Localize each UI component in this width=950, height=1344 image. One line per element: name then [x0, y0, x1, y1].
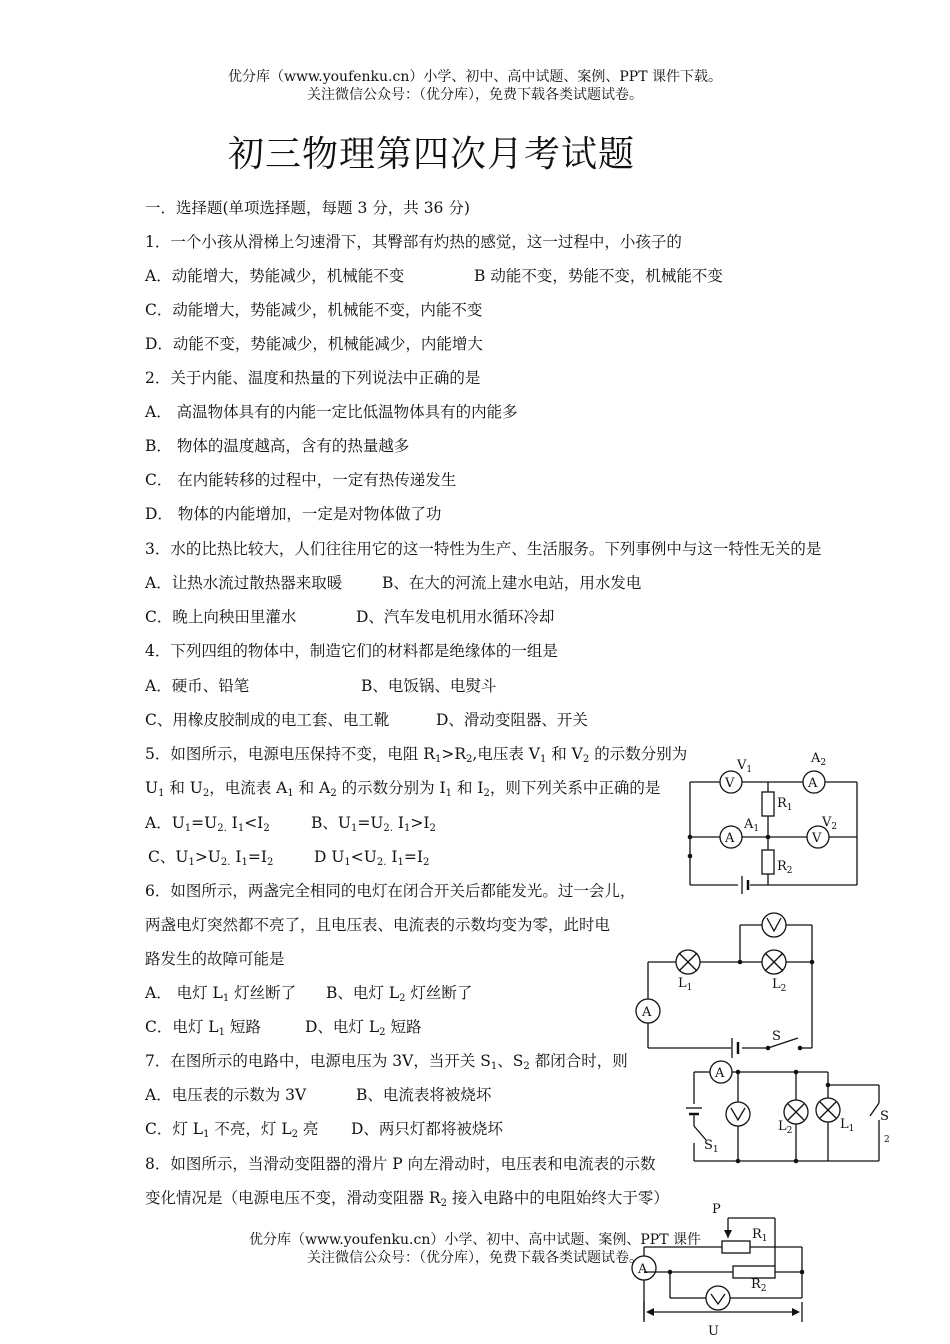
q5-label-v1: $V_1$ [737, 758, 753, 775]
q6-switch-contact [798, 1046, 803, 1051]
q7-option-d: D、两只灯都将被烧坏 [351, 1120, 503, 1138]
q6-option-c: C．电灯 $L_1$ 短路 [145, 1018, 261, 1038]
q8-label-p: P [712, 1202, 721, 1217]
q5-label-v2: $V_2$ [822, 815, 838, 832]
q3-option-b: B、在大的河流上建水电站，用水发电 [382, 574, 642, 592]
q7-row-ab [145, 1085, 492, 1105]
q6-switch-contact [766, 1046, 771, 1051]
q8-arrow-right [792, 1308, 800, 1316]
q3-row-ab [145, 573, 642, 593]
q1-option-b: B 动能不变，势能不变，机械能不变 [474, 267, 723, 285]
q5-option-d: D $U_1<U_{2.}$ $I_1=I_2$ [314, 848, 430, 868]
q6-stem-3: 路发生的故障可能是 [145, 950, 285, 968]
q5-stem-1: 5．如图所示，电源电压保持不变，电阻 $R_1>R_2$,电压表 $V_1$ 和 $V_2$ 的示数分别为 [145, 745, 688, 765]
q7-stem: 7．在图所示的电路中，电源电压为 3V，当开关 $S_1$、$S_2$ 都闭合时，则 [145, 1052, 628, 1072]
q3-stem: 3．水的比热比较大，人们往往用它的这一特性为生产、生活服务。下列事例中与这一特性无关的是 [145, 540, 822, 558]
q3-option-a: A．让热水流过散热器来取暖 [145, 574, 343, 592]
q1-row-ab [145, 266, 723, 286]
page-title: 初三物理第四次月考试题 [228, 134, 636, 175]
q6-circuit-diagram [628, 908, 823, 1058]
q3-option-c: C．晚上向秧田里灌水 [145, 608, 297, 626]
q1-option-d: D．动能不变，势能减少，机械能减少，内能增大 [145, 335, 483, 353]
q3-row-cd [145, 607, 555, 627]
q5-ammeter-symbol: A [808, 776, 818, 791]
q5-row-ab [145, 813, 436, 834]
q1-stem: 1．一个小孩从滑梯上匀速滑下，其臀部有灼热的感觉，这一过程中，小孩子的 [145, 233, 682, 251]
section-heading: 一．选择题(单项选择题，每题 3 分，共 36 分) [145, 199, 470, 217]
q8-junction-dot [668, 1270, 673, 1275]
q5-junction-dot [688, 835, 693, 840]
q2-option-a: A． 高温物体具有的内能一定比低温物体具有的内能多 [145, 403, 518, 421]
q8-ammeter-symbol: A [638, 1262, 648, 1277]
q8-stem-2: 变化情况是（电源电压不变，滑动变阻器 $R_2$ 接入电路中的电阻始终大于零） [145, 1189, 669, 1209]
q5-ammeter-symbol: A [725, 831, 735, 846]
q6-label-l1: $L_1$ [678, 976, 693, 993]
q4-option-c: C、用橡皮胶制成的电工套、电工靴 [145, 711, 390, 729]
footer-line-2: 关注微信公众号：（优分库），免费下载各类试题试卷。 [307, 1250, 643, 1266]
q4-option-d: D、滑动变阻器、开关 [436, 711, 588, 729]
q5-option-c: C、$U_1>U_{2.}$ $I_1=I_2$ [148, 848, 274, 868]
header-line-1: 优分库（www.youfenku.cn）小学、初中、高中试题、案例、PPT 课件下载。 [227, 69, 722, 85]
q6-junction-dot [810, 960, 815, 965]
q2-option-d: D． 物体的内能增加，一定是对物体做了功 [145, 505, 442, 523]
q6-stem-1: 6．如图所示，两盏完全相同的电灯在闭合开关后都能发光。过一会儿， [145, 882, 636, 900]
q5-label-r2: $R_2$ [777, 859, 793, 876]
q7-junction-dot [736, 1070, 741, 1075]
q1-option-a: A．动能增大，势能减少，机械能不变 [145, 267, 405, 285]
q4-option-b: B、电饭锅、电熨斗 [361, 677, 497, 695]
q7-option-c: C．灯 $L_1$ 不亮，灯 $L_2$ 亮 [145, 1120, 319, 1140]
q6-option-d: D、电灯 $L_2$ 短路 [305, 1018, 422, 1038]
q8-label-u: U [708, 1324, 719, 1339]
q7-label-s2-sub: 2 [884, 1135, 890, 1145]
q4-option-a: A．硬币、铅笔 [145, 677, 250, 695]
q7-option-a: A．电压表的示数为 3V [145, 1086, 307, 1104]
q7-ammeter-symbol: A [715, 1066, 725, 1081]
q7-circuit-diagram [684, 1058, 894, 1168]
q6-option-b: B、电灯 $L_2$ 灯丝断了 [326, 984, 473, 1004]
header-line-2: 关注微信公众号：（优分库），免费下载各类试题试卷。 [307, 87, 643, 103]
q6-row-ab [145, 983, 473, 1004]
q2-option-c: C． 在内能转移的过程中，一定有热传递发生 [145, 471, 457, 489]
q8-arrow-left [646, 1308, 654, 1316]
q4-stem: 4．下列四组的物体中，制造它们的材料都是绝缘体的一组是 [145, 642, 558, 660]
q7-label-s1: $S_1$ [704, 1138, 719, 1155]
q7-junction-dot [736, 1159, 741, 1164]
q4-row-ab [145, 676, 497, 696]
q5-label-a1: $A_1$ [744, 817, 760, 834]
q5-option-b: B、$U_1=U_{2.}$ $I_1>I_2$ [311, 814, 436, 834]
q7-row-cd [145, 1119, 503, 1140]
q7-label-s2: S [880, 1109, 889, 1124]
q5-stem-2: $U_1$ 和 $U_2$，电流表 $A_1$ 和 $A_2$ 的示数分别为 $I_1$ 和 $I_2$，则下列关系中正确的是 [145, 779, 661, 799]
q7-junction-dot [794, 1159, 799, 1164]
q8-circuit-diagram [630, 1200, 820, 1344]
q5-option-a: A．$U_1=U_{2.}$ $I_1<I_2$ [145, 814, 270, 834]
q5-label-r1: $R_1$ [777, 796, 793, 813]
q2-stem: 2．关于内能、温度和热量的下列说法中正确的是 [145, 369, 481, 387]
q5-circuit-diagram [680, 752, 870, 892]
q7-label-l1: $L_1$ [840, 1117, 855, 1134]
q8-label-r1: $R_1$ [752, 1227, 768, 1244]
q1-option-c: C．动能增大，势能减少，机械能不变，内能不变 [145, 301, 483, 319]
q7-label-l2: $L_2$ [778, 1119, 793, 1136]
q3-option-d: D、汽车发电机用水循环冷却 [356, 608, 555, 626]
q7-junction-dot [794, 1070, 799, 1075]
q5-label-a2: $A_2$ [811, 751, 827, 768]
q8-label-r2: $R_2$ [751, 1277, 767, 1294]
q6-label-s: S [772, 1029, 781, 1044]
q5-voltmeter-symbol: V [725, 776, 735, 791]
q6-ammeter-symbol: A [642, 1005, 652, 1020]
q6-row-cd [145, 1017, 422, 1038]
q7-option-b: B、电流表将被烧坏 [356, 1086, 492, 1104]
q6-option-a: A． 电灯 $L_1$ 灯丝断了 [145, 984, 297, 1004]
q6-stem-2: 两盏电灯突然都不亮了，且电压表、电流表的示数均变为零，此时电 [145, 916, 611, 934]
q8-junction-dot [800, 1270, 805, 1275]
q5-junction-dot [688, 854, 693, 859]
q5-voltmeter-symbol: V [812, 831, 822, 846]
q5-junction-dot [766, 835, 771, 840]
q6-junction-dot [738, 960, 743, 965]
q2-option-b: B． 物体的温度越高，含有的热量越多 [145, 437, 410, 455]
footer-line-1: 优分库（www.youfenku.cn）小学、初中、高中试题、案例、PPT 课件 [248, 1232, 701, 1248]
q5-row-cd [145, 847, 430, 868]
q7-junction-dot [826, 1083, 831, 1088]
q8-stem-1: 8．如图所示，当滑动变阻器的滑片 P 向左滑动时，电压表和电流表的示数 [145, 1155, 656, 1173]
q6-label-l2: $L_2$ [772, 977, 787, 994]
q4-row-cd [145, 710, 588, 730]
